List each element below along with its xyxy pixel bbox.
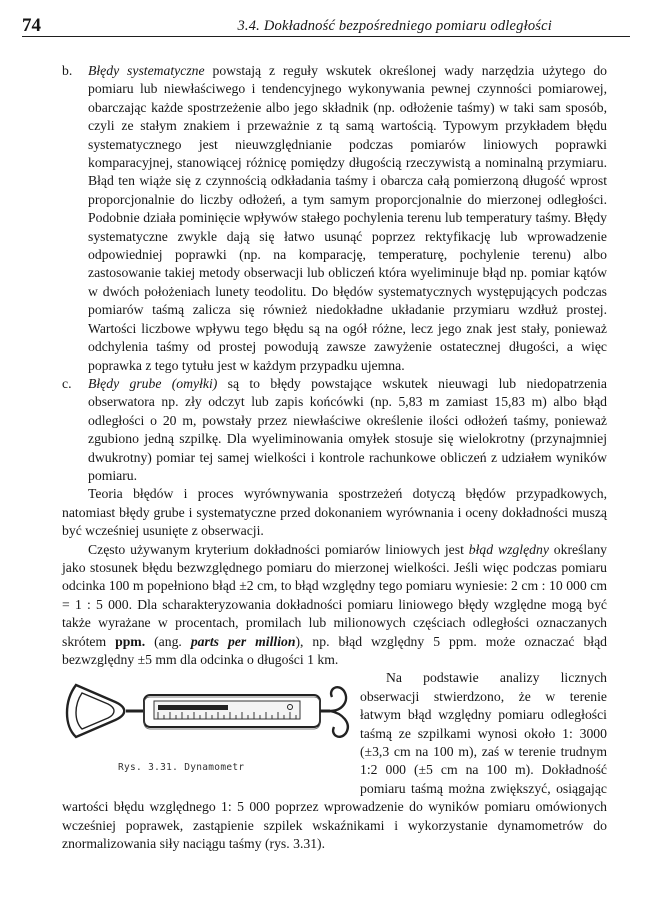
item-c-text: są to błędy powstające wskutek nieuwagi lub niedopatrzenia obserwatora np. zły odczyt lub zapis końcówki (np. 5,83 m zamiast 15,83 m) albo błąd odległości o 20 m, powstały przez niewłaściwe określenie ilości odłożeń taśmy, ponieważ zgubiono jedną szpilkę. Dla wyeliminowania omyłek stosuje się wielokrotny (przynajmniej dwukrotny) pomiar tej samej wielkości i kontrole rachunkowe obliczeń z udziałem wyników pomiaru. xyxy=(88,375,608,483)
dynamometer-icon xyxy=(58,671,358,761)
paragraph-accuracy-text: Na podstawie analizy licznych obserwacji stwierdzono, że w terenie łatwym błąd względny pomiaru odległości taśmą ze szpilkami wynosi około 1: 3000 (±3,3 cm na 100 m), zaś w terenie trudnym 1:2 000 (±5 cm na 100 m). Dokładność pomiaru taśmą można zwiększyć, osiągając wartości błędu względnego 1: 5 000 poprzez wprowadzenie do wyników pomiaru omówionych wcześniej poprawek, zastąpienie szpilek wskaźnikami i wykorzystanie dynamometrów do znormalizowania siły naciągu taśmy (rys. 3.31). xyxy=(62,670,607,852)
header-rule xyxy=(22,36,630,37)
ppm-abbreviation: ppm. xyxy=(115,633,146,649)
paragraph-relative-error-text-2: określany jako stosunek błędu bezwzględnego pomiaru do mierzonej wielkości. Jeśli więc podczas pomiaru odcinka 100 m popełniono błąd ±2 cm, to błąd względny tego pomiaru wyniesie: 2 cm : 10 000 cm = 1 : 5 000. Dla scharakteryzowania dokładności pomiaru liniowego błędy względne mogą być także wyrażane w procentach, promilach lub milionowych częściach odległości oznaczanych skrótem xyxy=(62,541,608,649)
term-gross-errors: Błędy grube (omyłki) xyxy=(88,375,218,391)
paragraph-relative-error-text-3: (ang. xyxy=(145,633,191,649)
paragraph-error-theory xyxy=(62,485,607,540)
paragraph-accuracy xyxy=(62,669,607,853)
list-item-b xyxy=(62,62,607,375)
term-systematic-errors: Błędy systematyczne xyxy=(88,63,205,78)
main-text xyxy=(62,62,607,853)
list-item-c xyxy=(62,375,607,485)
running-title: 3.4. Dokładność bezpośredniego pomiaru odległości xyxy=(237,18,552,34)
ppm-full-term: parts per million xyxy=(190,633,296,649)
page-number: 74 xyxy=(22,15,41,36)
page-header xyxy=(22,15,632,37)
paragraph-relative-error-text-4: ), np. błąd względny 5 ppm. może oznaczać błąd bezwzględny ±5 mm dla odcinka o długości 1 km. xyxy=(62,633,608,667)
list-marker-b: b. xyxy=(62,63,73,78)
paragraph-error-theory-text: Teoria błędów i proces wyrównywania spostrzeżeń dotyczą błędów przypadkowych, natomiast błędy grube i systematyczne przed dokonaniem wyrównania i oceny dokładności muszą być wcześniej usunięte z obserwacji. xyxy=(62,486,607,539)
figure-dynamometer xyxy=(62,671,350,791)
figure-caption: Rys. 3.31. Dynamometr xyxy=(118,762,245,774)
item-b-text: powstają z reguły wskutek określonej wady narzędzia użytego do pomiaru lub niewłaściwego i tendencyjnego wykonywania pewnej czynności pomiarowej, obarczając każde spostrzeżenie albo jego składnik (np. odłożenie taśmy) w taki sam sposób, czyli ze stałym znakiem i przeważnie z tą samą wartością. Typowym przykładem błędu systematycznego jest nieuwzględnianie podczas pomiarów liniowych poprawki komparacyjnej, stanowiącej różnicę pomiędzy długością rzeczywistą a nominalną przymiaru. Błąd ten wiąże się z czynnością odkładania taśmy i obarcza całą pomierzoną długość wprost proporcjonalnie do liczby odłożeń, a tym samym proporcjonalnie do mierzonej odległości. Podobnie działa pominięcie wpływów stałego pochylenia terenu lub temperatury taśmy. Błędy systematyczne zwykle dają się łatwo usunąć poprzez rektyfikację lub wprowadzenie odpowiedniej poprawki (np. na komparację, temperaturę, pochylenie terenu) albo zastosowanie takiej metody obserwacji lub obliczeń która wyeliminuje błąd np. pomiar kątów w dwóch położeniach lunety teodolitu. Do błędów systematycznych występujących podczas pomiarów taśmą zalicza się również niedokładne układanie przymiaru wzdłuż prostej. Wartości liczbowe wpływu tego błędu są na ogół różne, lecz jego znak jest stały, ponieważ odchylenia taśmy od prostej powodują zawsze zawyżenie ostatecznej długości, a więc poprawka z tego tytułu jest w każdym przypadku ujemna. xyxy=(88,63,608,373)
paragraph-relative-error xyxy=(62,541,607,670)
paragraph-relative-error-text-1: Często używanym kryterium dokładności pomiarów liniowych jest xyxy=(88,541,469,557)
list-marker-c: c. xyxy=(62,375,72,391)
term-relative-error: błąd względny xyxy=(468,541,549,557)
